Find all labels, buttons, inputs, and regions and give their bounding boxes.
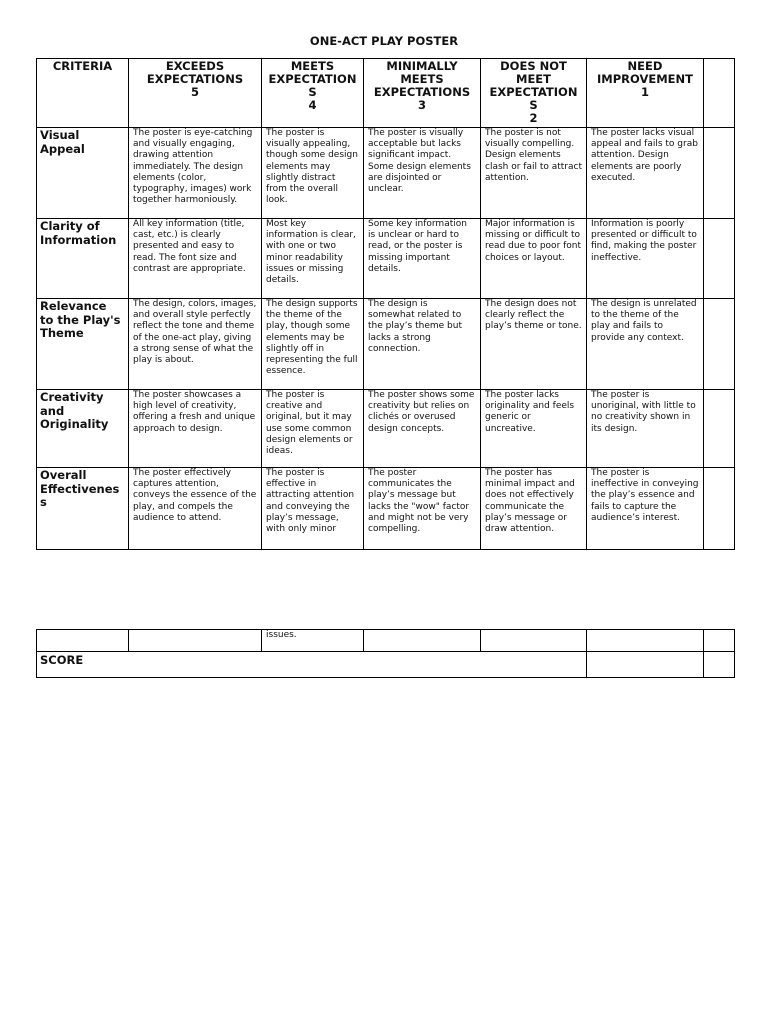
rubric-cell: The design does not clearly reflect the play’s theme or tone. (481, 299, 587, 390)
score-total-cell (587, 652, 704, 678)
table-row (37, 219, 735, 299)
header-does-not-meet: DOES NOT MEET EXPECTATION S 2 (481, 59, 587, 128)
header-row (37, 59, 735, 128)
rubric-cell (37, 630, 129, 652)
header-need-improvement: NEED IMPROVEMENT 1 (587, 59, 704, 128)
table-row (37, 299, 735, 390)
score-cell (704, 390, 735, 468)
criteria-label: Clarity of Information (37, 219, 129, 299)
table-row (37, 390, 735, 468)
rubric-cell (587, 630, 704, 652)
rubric-cell: The design supports the theme of the play, though some elements may be slightly off in representing the full essence. (262, 299, 364, 390)
rubric-cell: All key information (title, cast, etc.) is clearly presented and easy to read. The font size and contrast are appropriate. (129, 219, 262, 299)
score-row (37, 652, 735, 678)
score-label: SCORE (37, 652, 587, 678)
criteria-label: Creativity and Originality (37, 390, 129, 468)
table-row (37, 630, 735, 652)
criteria-label: Visual Appeal (37, 128, 129, 219)
rubric-cell: issues. (262, 630, 364, 652)
page-title: ONE-ACT PLAY POSTER (309, 34, 459, 48)
header-criteria: CRITERIA (37, 59, 129, 128)
header-extra (704, 59, 735, 128)
rubric-cell: Most key information is clear, with one or two minor readability issues or missing details. (262, 219, 364, 299)
rubric-cell: The poster showcases a high level of creativity, offering a fresh and unique approach to design. (129, 390, 262, 468)
rubric-cell (364, 630, 481, 652)
rubric-cell: The poster is visually acceptable but lacks significant impact. Some design elements are disjointed or unclear. (364, 128, 481, 219)
header-minimally-meets: MINIMALLY MEETS EXPECTATIONS 3 (364, 59, 481, 128)
score-cell (704, 219, 735, 299)
rubric-table (36, 58, 735, 550)
rubric-cell (129, 630, 262, 652)
header-meets: MEETS EXPECTATION S 4 (262, 59, 364, 128)
rubric-cell: The poster is ineffective in conveying the play’s essence and fails to capture the audience’s interest. (587, 468, 704, 550)
rubric-cell: The poster lacks originality and feels generic or uncreative. (481, 390, 587, 468)
table-row (37, 468, 735, 550)
rubric-cell: The poster is unoriginal, with little to no creativity shown in its design. (587, 390, 704, 468)
criteria-label: Overall Effectivenes s (37, 468, 129, 550)
header-exceeds: EXCEEDS EXPECTATIONS 5 (129, 59, 262, 128)
rubric-cell: The poster has minimal impact and does not effectively communicate the play’s message or draw attention. (481, 468, 587, 550)
score-cell (704, 128, 735, 219)
rubric-cell: The poster communicates the play’s message but lacks the "wow" factor and might not be very compelling. (364, 468, 481, 550)
rubric-cell: Major information is missing or difficult to read due to poor font choices or layout. (481, 219, 587, 299)
rubric-cell: The poster is eye-catching and visually engaging, drawing attention immediately. The design elements (color, typography, images) work together harmoniously. (129, 128, 262, 219)
score-cell (704, 630, 735, 652)
score-cell (704, 652, 735, 678)
rubric-cell: The design is somewhat related to the play’s theme but lacks a strong connection. (364, 299, 481, 390)
rubric-cell: The poster shows some creativity but relies on clichés or overused design concepts. (364, 390, 481, 468)
rubric-cell: The poster lacks visual appeal and fails to grab attention. Design elements are poorly executed. (587, 128, 704, 219)
score-cell (704, 299, 735, 390)
rubric-cell: The poster is visually appealing, though some design elements may slightly distract from the overall look. (262, 128, 364, 219)
rubric-cell: The poster is effective in attracting attention and conveying the play’s message, with only minor (262, 468, 364, 550)
rubric-cell: Some key information is unclear or hard to read, or the poster is missing important details. (364, 219, 481, 299)
rubric-cell: The poster effectively captures attention, conveys the essence of the play, and compels the audience to attend. (129, 468, 262, 550)
rubric-cell: The poster is creative and original, but it may use some common design elements or ideas. (262, 390, 364, 468)
rubric-cell (481, 630, 587, 652)
rubric-table-continued (36, 629, 735, 678)
criteria-label: Relevance to the Play's Theme (37, 299, 129, 390)
rubric-cell: The design, colors, images, and overall style perfectly reflect the tone and theme of the one-act play, giving a strong sense of what the play is about. (129, 299, 262, 390)
rubric-cell: The poster is not visually compelling. Design elements clash or fail to attract attention. (481, 128, 587, 219)
table-row (37, 128, 735, 219)
rubric-cell: Information is poorly presented or difficult to find, making the poster ineffective. (587, 219, 704, 299)
rubric-cell: The design is unrelated to the theme of the play and fails to provide any context. (587, 299, 704, 390)
score-cell (704, 468, 735, 550)
